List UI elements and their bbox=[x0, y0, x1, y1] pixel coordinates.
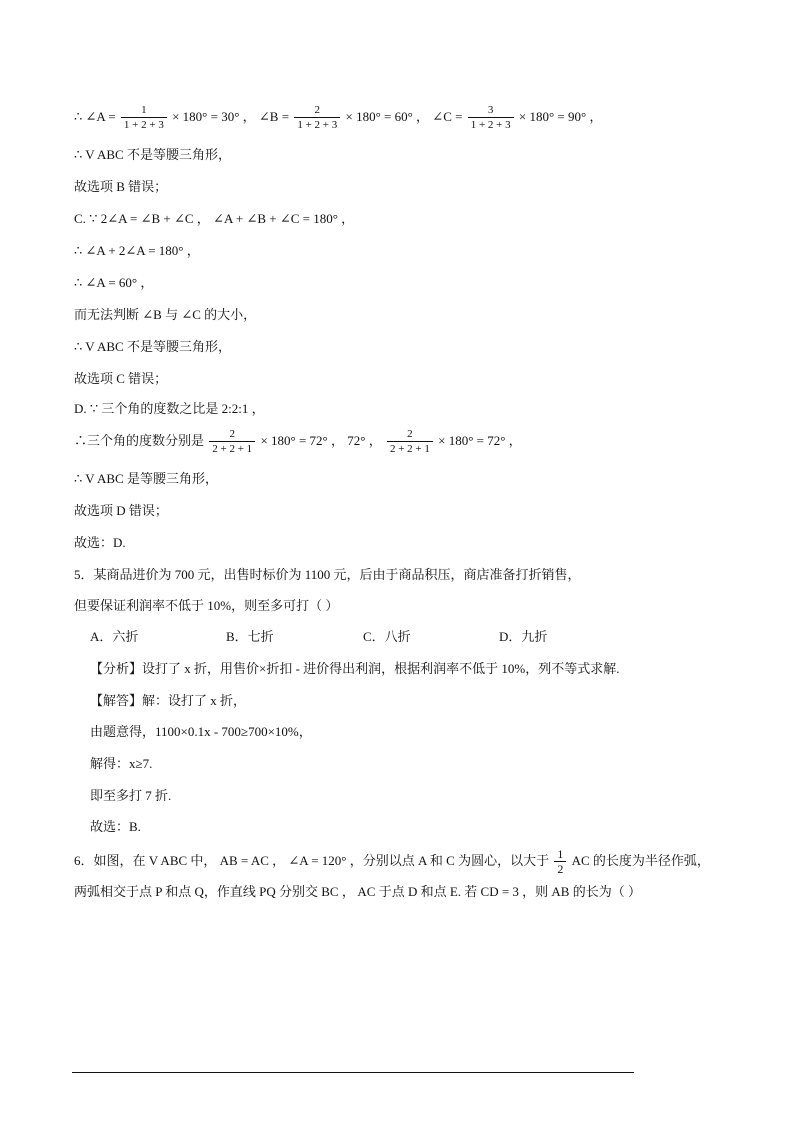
solution-line-angles bbox=[74, 104, 602, 132]
text-line: 而无法判断 ∠B 与 ∠C 的大小， bbox=[74, 307, 257, 322]
text-line: ∴ ∠A = 60° ， bbox=[74, 275, 154, 290]
fraction-a bbox=[121, 104, 167, 132]
degrees-prefix: ∴三个角的度数分别是 bbox=[74, 432, 205, 448]
answer-text: 故选：B. bbox=[90, 819, 141, 834]
fraction-b-denominator: 1 + 2 + 3 bbox=[294, 117, 340, 132]
angle-b-label: ∠B = bbox=[258, 108, 290, 124]
text-line: 故选项 D 错误； bbox=[74, 503, 168, 518]
angle-c-label: ∠C = bbox=[432, 108, 463, 124]
degrees-middle: × 180° = 72° ， 72° ， bbox=[260, 432, 382, 448]
angle-a-label: ∴ ∠A = bbox=[74, 108, 116, 124]
question-5-options bbox=[90, 628, 690, 646]
fraction-d1-denominator: 2 + 2 + 1 bbox=[209, 441, 255, 456]
fraction-b bbox=[294, 104, 340, 132]
text-line: D. ∵ 三个角的度数之比是 2:2:1 ， bbox=[74, 401, 265, 416]
footer-divider bbox=[72, 1072, 634, 1073]
degrees-suffix: × 180° = 72° ， bbox=[438, 432, 522, 448]
question-5-text: 5．某商品进价为 700 元，出售时标价为 1100 元，后由于商品积压，商店准备打折销售， bbox=[74, 567, 581, 582]
text-line: ∴ V ABC 是等腰三角形， bbox=[74, 471, 218, 486]
fraction-b-numerator: 2 bbox=[314, 104, 321, 116]
question-5-text: 但要保证利润率不低于 10%，则至多可打（ ） bbox=[74, 598, 339, 613]
answer-text: 解得：x≥7. bbox=[90, 756, 153, 771]
answer-text: 由题意得，1100×0.1x - 700≥700×10%， bbox=[90, 724, 312, 739]
analysis-text: 【分析】设打了 x 折，用售价×折扣 - 进价得出利润，根据利润率不低于 10%，列不等式求解. bbox=[90, 661, 620, 676]
text-line: 故选项 C 错误； bbox=[74, 371, 168, 386]
fraction-c-denominator: 1 + 2 + 3 bbox=[468, 117, 514, 132]
question-6-text bbox=[74, 848, 710, 876]
question-6-text: 两弧相交于点 P 和点 Q，作直线 PQ 分别交 BC ， AC 于点 D 和点 E. 若 CD = 3 ，则 AB 的长为（ ） bbox=[74, 884, 641, 899]
text-line: C. ∵ 2∠A = ∠B + ∠C ， ∠A + ∠B + ∠C = 180° ， bbox=[74, 211, 355, 226]
angle-a-result: × 180° = 30° ， bbox=[172, 108, 256, 124]
fraction-half-numerator: 1 bbox=[557, 847, 564, 861]
text-line: ∴ V ABC 不是等腰三角形， bbox=[74, 147, 231, 162]
fraction-half-denominator: 2 bbox=[554, 861, 566, 876]
fraction-d1 bbox=[209, 428, 255, 456]
fraction-d2-numerator: 2 bbox=[407, 428, 413, 440]
option-c: C．八折 bbox=[363, 629, 411, 644]
text-line: ∴ ∠A + 2∠A = 180° ， bbox=[74, 243, 200, 258]
answer-text: 【解答】解：设打了 x 折， bbox=[90, 693, 247, 708]
option-a: A．六折 bbox=[90, 629, 139, 644]
question-6-prefix: 6．如图，在 V ABC 中， AB = AC ， ∠A = 120° ，分别以点 A 和 C 为圆心，以大于 bbox=[74, 852, 550, 868]
solution-line-degrees bbox=[74, 428, 522, 456]
fraction-c-numerator: 3 bbox=[487, 104, 494, 116]
fraction-d1-numerator: 2 bbox=[229, 428, 235, 440]
question-6-suffix: AC 的长度为半径作弧， bbox=[571, 852, 710, 868]
option-d: D．九折 bbox=[499, 629, 548, 644]
fraction-d2 bbox=[387, 428, 433, 456]
text-line: ∴ V ABC 不是等腰三角形， bbox=[74, 339, 231, 354]
fraction-d2-denominator: 2 + 2 + 1 bbox=[387, 441, 433, 456]
angle-c-result: × 180° = 90° ， bbox=[518, 108, 603, 124]
answer-text: 即至多打 7 折. bbox=[90, 788, 172, 803]
text-line: 故选：D. bbox=[74, 535, 126, 550]
fraction-half bbox=[554, 848, 566, 876]
angle-b-result: × 180° = 60° ， bbox=[345, 108, 430, 124]
text-line: 故选项 B 错误； bbox=[74, 179, 168, 194]
fraction-a-denominator: 1 + 2 + 3 bbox=[121, 117, 167, 132]
fraction-c bbox=[468, 104, 514, 132]
fraction-a-numerator: 1 bbox=[141, 104, 147, 116]
option-b: B．七折 bbox=[226, 629, 274, 644]
